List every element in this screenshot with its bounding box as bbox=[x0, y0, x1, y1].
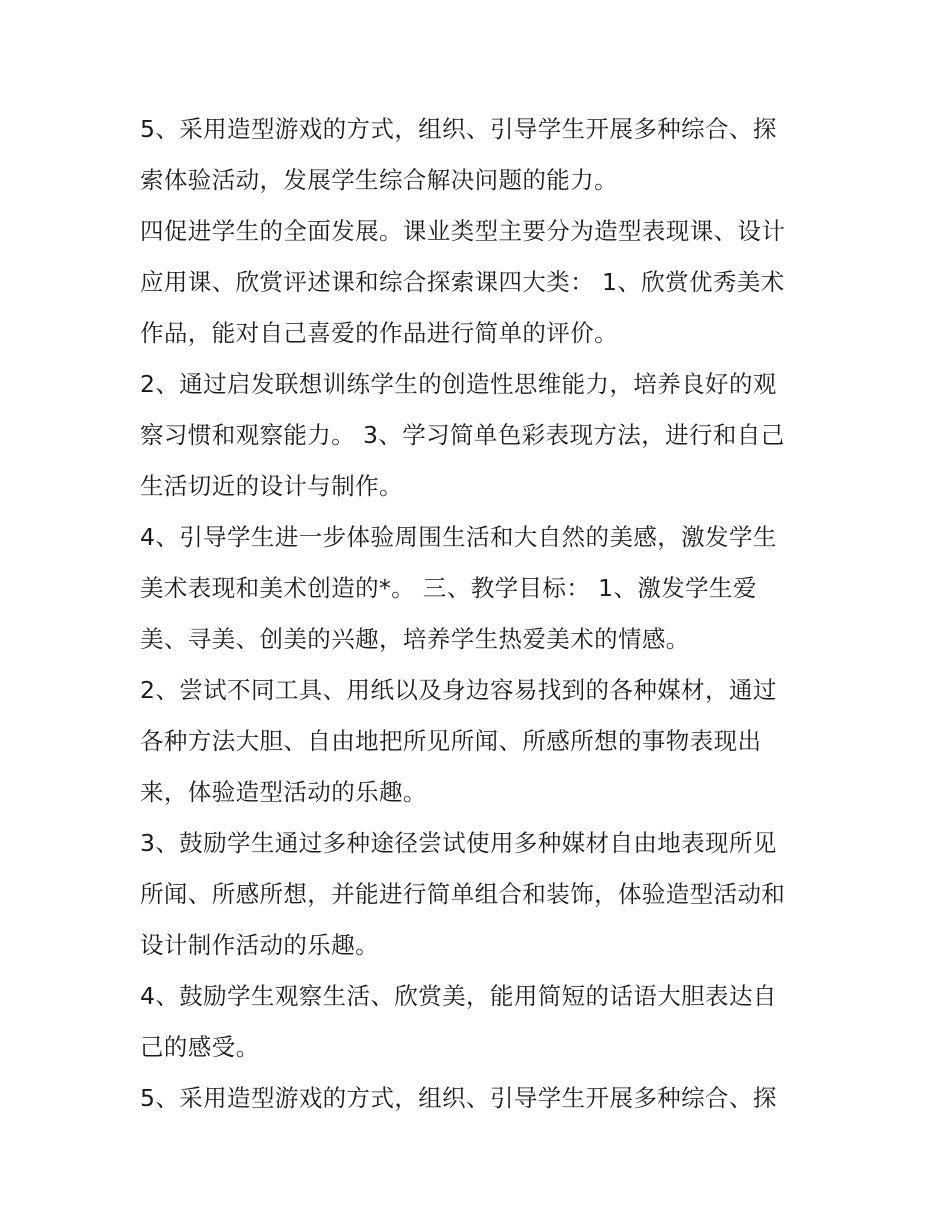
text-line: 美、寻美、创美的兴趣，培养学生热爱美术的情感。 bbox=[140, 625, 690, 653]
text-line: 美术表现和美术创造的*。 三、教学目标： 1、激发学生爱 bbox=[140, 574, 757, 602]
text-line: 来，体验造型活动的乐趣。 bbox=[140, 778, 427, 806]
text-line: 3、鼓励学生通过多种途径尝试使用多种媒材自由地表现所见 bbox=[140, 829, 777, 857]
text-line: 生活切近的设计与制作。 bbox=[140, 472, 403, 500]
text-line: 2、尝试不同工具、用纸以及身边容易找到的各种媒材，通过 bbox=[140, 676, 777, 704]
text-line: 4、引导学生进一步体验周围生活和大自然的美感，激发学生 bbox=[140, 523, 777, 551]
text-line: 察习惯和观察能力。 3、学习简单色彩表现方法，进行和自己 bbox=[140, 421, 785, 449]
text-line: 所闻、所感所想，并能进行简单组合和装饰，体验造型活动和 bbox=[140, 880, 786, 908]
text-line: 5、采用造型游戏的方式，组织、引导学生开展多种综合、探 bbox=[140, 1084, 777, 1112]
text-line: 四促进学生的全面发展。课业类型主要分为造型表现课、设计 bbox=[140, 217, 786, 245]
text-line: 设计制作活动的乐趣。 bbox=[140, 931, 379, 959]
text-line: 作品，能对自己喜爱的作品进行简单的评价。 bbox=[140, 319, 618, 347]
text-line: 索体验活动，发展学生综合解决问题的能力。 bbox=[140, 166, 618, 194]
text-line: 各种方法大胆、自由地把所见所闻、所感所想的事物表现出 bbox=[140, 727, 762, 755]
text-line: 应用课、欣赏评述课和综合探索课四大类： 1、欣赏优秀美术 bbox=[140, 268, 785, 296]
text-line: 4、鼓励学生观察生活、欣赏美，能用简短的话语大胆表达自 bbox=[140, 982, 777, 1010]
text-line: 2、通过启发联想训练学生的创造性思维能力，培养良好的观 bbox=[140, 370, 777, 398]
document-body bbox=[140, 104, 820, 1124]
text-line: 己的感受。 bbox=[140, 1033, 260, 1061]
text-line: 5、采用造型游戏的方式，组织、引导学生开展多种综合、探 bbox=[140, 115, 777, 143]
